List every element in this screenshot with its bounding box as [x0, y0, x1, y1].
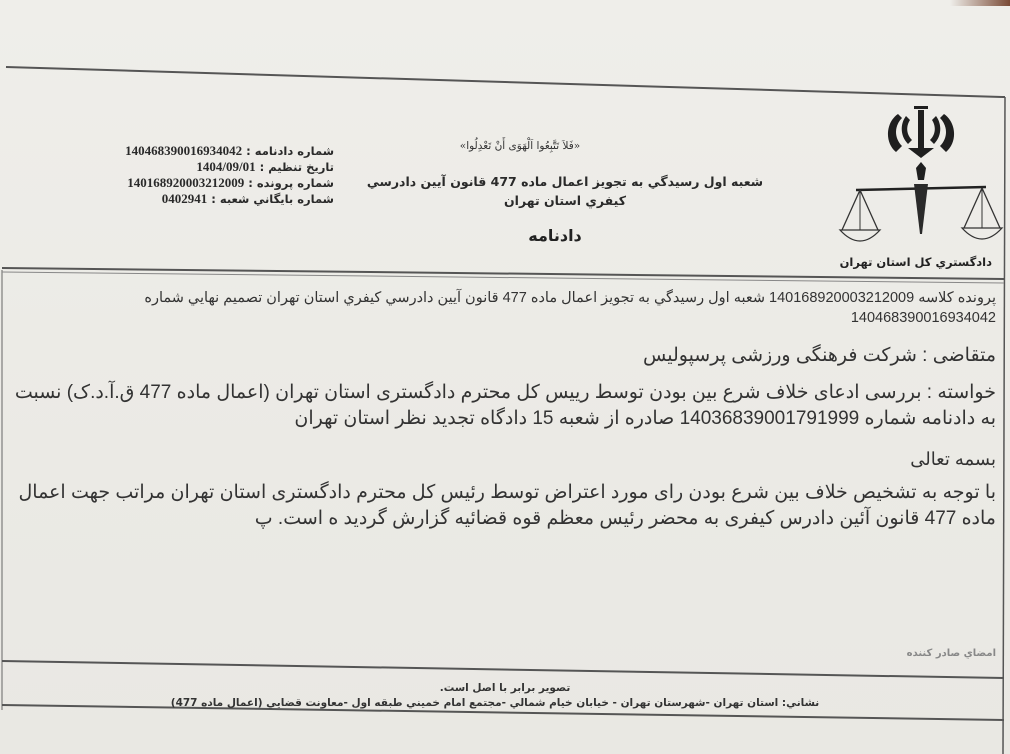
meta-label: شماره بايگاني شعبه : — [211, 192, 334, 206]
meta-value: 140468390016934042 — [125, 143, 243, 158]
ruling-paragraph: با توجه به تشخیص خلاف بین شرع بودن رای مورد اعتراض توسط رئیس کل محترم دادگستری استان تهران مراتب جهت اعمال ماده 477 قانون آئین دادرس کیفری به محضر رئیس معظم قوه قضائیه گزارش گردید ه است. پ — [18, 482, 996, 529]
meta-date — [82, 159, 334, 175]
court-name — [330, 172, 800, 210]
document-title: دادنامه — [528, 226, 582, 245]
meta-label: شماره دادنامه : — [246, 144, 334, 158]
judiciary-emblem-icon — [836, 102, 1006, 252]
court-name-line1: شعبه اول رسيدگي به تجويز اعمال ماده 477 قانون آيين دادرسي — [366, 174, 764, 189]
meta-label: شماره پرونده : — [248, 176, 334, 190]
meta-value: 1404/09/01 — [196, 159, 256, 174]
quran-quote: «فَلاَ تَتَّبِعُوا اَلْهَوَى أَنْ تَعْدِلُوا» — [459, 140, 581, 152]
meta-archive-number — [82, 191, 334, 207]
emblem-caption: دادگستري كل استان تهران — [839, 255, 992, 269]
meta-value: 140168920003212009 — [127, 175, 245, 190]
basmala-heading: بسمه تعالی — [910, 449, 996, 469]
meta-case-number — [82, 175, 334, 191]
case-metadata — [82, 143, 334, 207]
meta-value: 0402941 — [161, 191, 208, 206]
meta-ruling-number — [82, 143, 334, 159]
court-address: نشاني: استان تهران -شهرستان تهران - خيابان خيام شمالي -مجتمع امام خميني طبقه اول -معاونت قضايي (اعمال ماده 477) — [170, 697, 820, 709]
issuer-signature-label: امضاي صادر كننده — [906, 648, 996, 659]
case-summary: پرونده كلاسه 140168920003212009 شعبه اول رسيدگي به تجويز اعمال ماده 477 قانون آيين دادرسي كيفري استان تهران تصميم نهايي شماره 140468390016934042 — [144, 290, 996, 326]
request-paragraph: خواسته : بررسی ادعای خلاف شرع بین بودن توسط رییس کل محترم دادگستری استان تهران (اعمال ماده 477 ق.آ.د.ک) نسبت به دادنامه شماره 14036839001791999 صادره از شعبه 15 دادگاه تجدید نظر استان تهران — [14, 382, 996, 429]
meta-label: تاريخ تنظيم : — [259, 160, 334, 174]
claimant-line: متقاضی : شرکت فرهنگی ورزشی پرسپولیس — [643, 345, 996, 366]
court-name-line2: كيفري استان تهران — [503, 193, 627, 208]
certified-copy-note: تصوير برابر با اصل است. — [439, 682, 571, 694]
